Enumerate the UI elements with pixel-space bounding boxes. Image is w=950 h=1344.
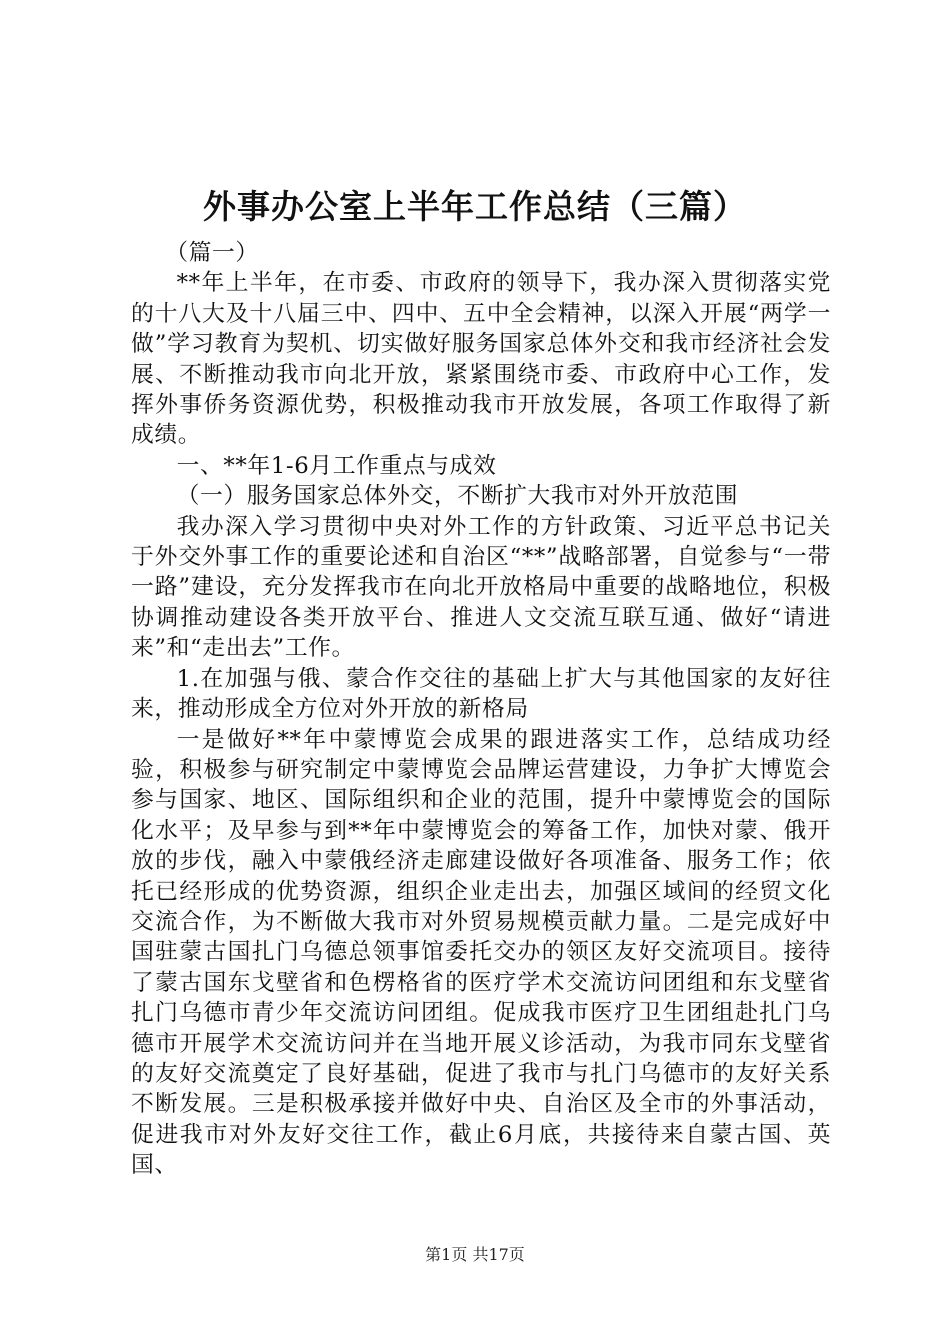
body-paragraph: 一是做好**年中蒙博览会成果的跟进落实工作，总结成功经验，积极参与研究制定中蒙博览会品牌运营建设，力争扩大博览会参与国家、地区、国际组织和企业的范围，提升中蒙博览会的国际化水平；及早参与到**年中蒙博览会的筹备工作，加快对蒙、俄开放的步伐，融入中蒙俄经济走廊建设做好各项准备、服务工作；依托已经形成的优势资源，组织企业走出去，加强区域间的经贸文化交流合作，为不断做大我市对外贸易规模贡献力量。二是完成好中国驻蒙古国扎门乌德总领事馆委托交办的领区友好交流项目。接待了蒙古国东戈壁省和色楞格省的医疗学术交流访问团组和东戈壁省扎门乌德市青少年交流访问团组。促成我市医疗卫生团组赴扎门乌德市开展学术交流访问并在当地开展义诊活动，为我市同东戈壁省的友好交流奠定了良好基础，促进了我市与扎门乌德市的友好关系不断发展。三是积极承接并做好中央、自治区及全市的外事活动，促进我市对外友好交往工作，截止6月底，共接待来自蒙古国、英国、	[131, 726, 831, 1179]
heading-level-2: （一）服务国家总体外交，不断扩大我市对外开放范围	[176, 483, 739, 510]
page-number-footer: 第1页 共17页	[425, 1245, 525, 1264]
document-body	[131, 238, 831, 1181]
heading-level-1: 一、**年1-6月工作重点与成效	[176, 452, 497, 479]
document-title: 外事办公室上半年工作总结（三篇）	[203, 187, 747, 226]
section-label-part-one: （篇一）	[165, 240, 259, 266]
intro-paragraph: **年上半年，在市委、市政府的领导下，我办深入贯彻落实党的十八大及十八届三中、四中、五中全会精神，以深入开展“两学一做”学习教育为契机、切实做好服务国家总体外交和我市经济社会发展、不断推动我市向北开放，紧紧围绕市委、市政府中心工作，发挥外事侨务资源优势，积极推动我市开放发展，各项工作取得了新成绩。	[131, 270, 831, 449]
body-paragraph: 我办深入学习贯彻中央对外工作的方针政策、习近平总书记关于外交外事工作的重要论述和自治区“**”战略部署，自觉参与“一带一路”建设，充分发挥我市在向北开放格局中重要的战略地位，积极协调推动建设各类开放平台、推进人文交流互联互通、做好“请进来”和“走出去”工作。	[131, 513, 831, 662]
heading-level-3: 1.在加强与俄、蒙合作交往的基础上扩大与其他国家的友好往来，推动形成全方位对外开放的新格局	[131, 665, 831, 723]
